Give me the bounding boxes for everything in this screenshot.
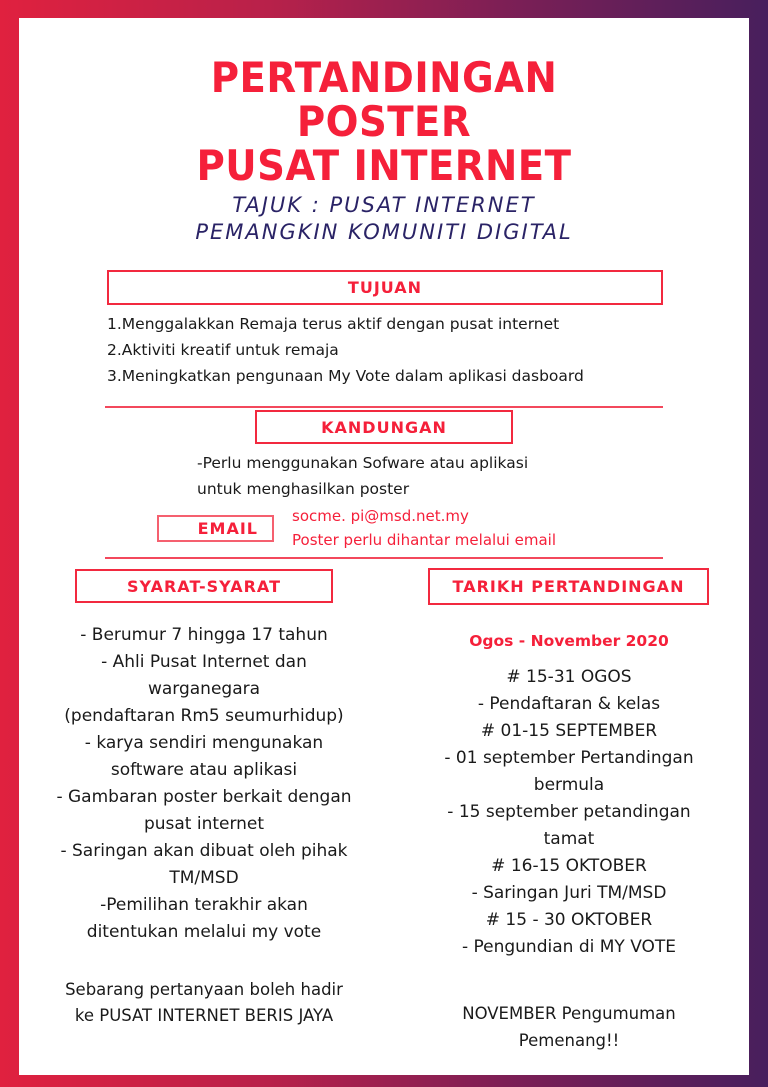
tarikh-line: - 15 september petandingan — [447, 802, 691, 822]
syarat-footer-line: Sebarang pertanyaan boleh hadir — [65, 980, 343, 999]
syarat-line: software atau aplikasi — [110, 760, 298, 780]
poster-title-line-2: POSTER — [296, 97, 472, 146]
tujuan-item: 1.Menggalakkan Remaja terus aktif dengan pusat internet — [107, 315, 560, 333]
syarat-line: - karya sendiri mengunakan — [84, 733, 324, 753]
syarat-list — [19, 622, 389, 946]
tarikh-line: # 16-15 OKTOBER — [491, 856, 647, 876]
syarat-line: -Pemilihan terakhir akan — [100, 895, 308, 915]
tarikh-line: # 15 - 30 OKTOBER — [485, 910, 653, 930]
syarat-heading: SYARAT-SYARAT — [127, 576, 281, 596]
syarat-line: - Berumur 7 hingga 17 tahun — [80, 625, 328, 645]
tarikh-footer-line: Pemenang!! — [518, 1031, 620, 1050]
tarikh-list — [389, 664, 749, 961]
kandungan-line: -Perlu menggunakan Sofware atau aplikasi — [197, 454, 529, 472]
tarikh-line: bermula — [533, 775, 605, 795]
syarat-line: - Gambaran poster berkait dengan — [56, 787, 352, 807]
tarikh-line: # 01-15 SEPTEMBER — [480, 721, 658, 741]
tarikh-footer-line: NOVEMBER Pengumuman — [462, 1004, 676, 1023]
tujuan-item: 2.Aktiviti kreatif untuk remaja — [107, 341, 339, 359]
syarat-line: warganegara — [147, 679, 261, 699]
tarikh-line: # 15-31 OGOS — [506, 667, 632, 687]
tujuan-item: 3.Meningkatkan pengunaan My Vote dalam aplikasi dasboard — [107, 367, 584, 385]
email-note: Poster perlu dihantar melalui email — [292, 531, 556, 549]
tarikh-heading-box — [428, 568, 709, 605]
syarat-line: (pendaftaran Rm5 seumurhidup) — [64, 706, 344, 726]
kandungan-line: untuk menghasilkan poster — [197, 480, 410, 498]
section-divider — [105, 406, 663, 408]
tarikh-line: - 01 september Pertandingan — [444, 748, 694, 768]
syarat-heading-box — [75, 569, 333, 603]
tujuan-heading-box — [107, 270, 663, 305]
syarat-line: ditentukan melalui my vote — [86, 922, 322, 942]
tarikh-period: Ogos - November 2020 — [469, 632, 669, 650]
email-label: EMAIL — [197, 519, 258, 538]
poster-title-line-3: PUSAT INTERNET — [196, 141, 572, 190]
section-divider — [105, 557, 663, 559]
syarat-footer — [19, 977, 389, 1029]
email-label-box — [157, 515, 274, 542]
email-info — [292, 504, 712, 552]
tarikh-line: - Pengundian di MY VOTE — [461, 937, 677, 957]
subtitle-line-1: TAJUK : PUSAT INTERNET — [232, 193, 536, 217]
syarat-line: pusat internet — [143, 814, 265, 834]
tarikh-line: tamat — [543, 829, 595, 849]
tarikh-line: - Saringan Juri TM/MSD — [471, 883, 667, 903]
poster-title-line-1: PERTANDINGAN — [210, 53, 558, 102]
tarikh-line: - Pendaftaran & kelas — [477, 694, 661, 714]
tujuan-list — [107, 311, 707, 389]
poster-panel — [19, 18, 749, 1075]
kandungan-heading-box — [255, 410, 513, 444]
syarat-line: - Ahli Pusat Internet dan — [101, 652, 307, 672]
kandungan-text — [197, 450, 617, 502]
syarat-footer-line: ke PUSAT INTERNET BERIS JAYA — [74, 1006, 334, 1025]
subtitle-line-2: PEMANGKIN KOMUNITI DIGITAL — [195, 220, 573, 244]
kandungan-heading: KANDUNGAN — [321, 417, 447, 437]
syarat-line: TM/MSD — [169, 868, 239, 888]
tarikh-heading: TARIKH PERTANDINGAN — [452, 577, 685, 596]
tarikh-footer — [389, 1000, 749, 1054]
syarat-line: - Saringan akan dibuat oleh pihak — [60, 841, 348, 861]
email-address-link[interactable]: socme. pi@msd.net.my — [292, 507, 469, 525]
tujuan-heading: TUJUAN — [347, 278, 423, 297]
